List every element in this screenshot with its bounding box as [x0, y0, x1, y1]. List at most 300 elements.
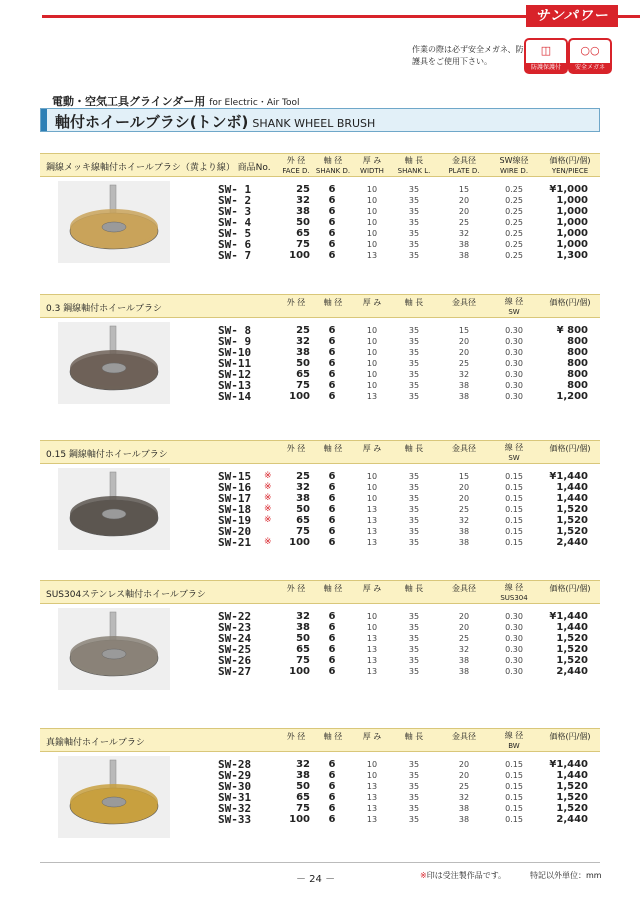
width-value: 10: [366, 760, 378, 769]
wire-diameter: 0.30: [505, 623, 523, 632]
face-diameter: 50: [296, 633, 310, 644]
shank-diameter: 6: [328, 537, 336, 548]
shank-diameter: 6: [328, 770, 336, 781]
shank-diameter: 6: [328, 622, 336, 633]
price-value: 1,440: [556, 482, 588, 493]
plate-diameter: 20: [458, 196, 470, 205]
face-diameter: 100: [289, 391, 310, 402]
shank-length: 35: [408, 527, 420, 536]
shank-diameter: 6: [328, 228, 336, 239]
column-header-shank: [314, 156, 352, 176]
category-jp: 電動・空気工具グラインダー用: [52, 95, 206, 108]
plate-diameter: 38: [458, 804, 470, 813]
wire-diameter: 0.30: [505, 634, 523, 643]
width-value: 13: [366, 634, 378, 643]
section-header: [40, 580, 600, 604]
column-header-price: [540, 584, 600, 594]
face-diameter: 32: [296, 195, 310, 206]
price-value: 800: [567, 336, 588, 347]
face-diameter: 38: [296, 347, 310, 358]
shank-diameter: 6: [328, 336, 336, 347]
section-header: [40, 294, 600, 318]
price-value: 1,520: [556, 655, 588, 666]
width-value: 13: [366, 527, 378, 536]
column-header-shank: [314, 584, 352, 594]
table-row: [40, 611, 600, 622]
column-header-sub: WIDTH: [360, 167, 384, 175]
wire-diameter: 0.30: [505, 645, 523, 654]
price-value: ¥1,440: [549, 611, 588, 622]
product-number: SW-27: [218, 665, 252, 678]
goggles-caption: 防護保護付: [526, 63, 566, 72]
price-value: 1,000: [556, 228, 588, 239]
price-value: 1,520: [556, 792, 588, 803]
column-header-label: 厚 み: [362, 444, 382, 453]
shank-length: 35: [408, 196, 420, 205]
title-accent: [41, 109, 47, 131]
wire-diameter: 0.25: [505, 196, 523, 205]
price-value: 1,000: [556, 206, 588, 217]
column-header-sub: SHANK L.: [397, 167, 431, 175]
price-value: 1,520: [556, 633, 588, 644]
face-diameter: 75: [296, 803, 310, 814]
plate-diameter: 25: [458, 359, 470, 368]
shank-length: 35: [408, 381, 420, 390]
product-number: SW-26: [218, 654, 252, 667]
wire-diameter: 0.30: [505, 667, 523, 676]
page-title-en: SHANK WHEEL BRUSH: [252, 117, 376, 130]
face-diameter: 25: [296, 325, 310, 336]
price-value: ¥1,000: [549, 184, 588, 195]
product-number: SW-18: [218, 503, 252, 516]
face-diameter: 65: [296, 228, 310, 239]
face-diameter: 50: [296, 781, 310, 792]
face-diameter: 50: [296, 217, 310, 228]
shank-diameter: 6: [328, 493, 336, 504]
made-to-order-mark: ※: [264, 482, 272, 492]
price-value: 1,300: [556, 250, 588, 261]
shank-diameter: 6: [328, 217, 336, 228]
shank-diameter: 6: [328, 814, 336, 825]
shank-length: 35: [408, 782, 420, 791]
product-number: SW- 3: [218, 205, 252, 218]
made-to-order-mark: ※: [264, 537, 272, 547]
table-row: [40, 493, 600, 504]
glasses-caption: 安全メガネ: [570, 63, 610, 72]
table-row: [40, 195, 600, 206]
product-number: SW-21: [218, 536, 252, 549]
plate-diameter: 32: [458, 516, 470, 525]
face-diameter: 32: [296, 336, 310, 347]
product-number: SW-16: [218, 481, 252, 494]
product-number: SW-24: [218, 632, 252, 645]
shank-diameter: 6: [328, 195, 336, 206]
plate-diameter: 15: [458, 185, 470, 194]
wire-diameter: 0.15: [505, 771, 523, 780]
shank-diameter: 6: [328, 325, 336, 336]
wire-diameter: 0.25: [505, 218, 523, 227]
face-diameter: 100: [289, 250, 310, 261]
shank-diameter: 6: [328, 504, 336, 515]
table-row: [40, 666, 600, 677]
width-value: 10: [366, 326, 378, 335]
price-value: 1,000: [556, 217, 588, 228]
price-value: 800: [567, 380, 588, 391]
wire-diameter: 0.25: [505, 251, 523, 260]
table-row: [40, 217, 600, 228]
category-en: for Electric・Air Tool: [209, 98, 300, 108]
width-value: 10: [366, 348, 378, 357]
wire-diameter: 0.30: [505, 381, 523, 390]
width-value: 10: [366, 472, 378, 481]
face-diameter: 75: [296, 655, 310, 666]
plate-diameter: 38: [458, 527, 470, 536]
width-value: 10: [366, 218, 378, 227]
table-row: [40, 781, 600, 792]
table-row: [40, 515, 600, 526]
price-value: 800: [567, 347, 588, 358]
column-header-shankl: [396, 732, 432, 742]
plate-diameter: 20: [458, 494, 470, 503]
brand-logo: サンパワー: [526, 5, 618, 27]
price-value: 1,520: [556, 803, 588, 814]
face-diameter: 50: [296, 358, 310, 369]
shank-length: 35: [408, 793, 420, 802]
column-header-wire: [488, 443, 540, 463]
column-header-sub: BW: [508, 742, 520, 750]
table-row: [40, 325, 600, 336]
price-value: ¥1,440: [549, 759, 588, 770]
column-header-sub: PLATE D.: [448, 167, 480, 175]
table-row: [40, 206, 600, 217]
column-header-shank: [314, 444, 352, 454]
shank-length: 35: [408, 348, 420, 357]
column-header-label: 金具径: [452, 156, 476, 165]
wire-diameter: 0.30: [505, 612, 523, 621]
column-header-shank: [314, 298, 352, 308]
table-row: [40, 622, 600, 633]
column-header-label: 金具径: [452, 444, 476, 453]
width-value: 10: [366, 185, 378, 194]
plate-diameter: 38: [458, 251, 470, 260]
shank-length: 35: [408, 392, 420, 401]
table-row: [40, 644, 600, 655]
width-value: 13: [366, 538, 378, 547]
shank-diameter: 6: [328, 206, 336, 217]
column-header-label: 価格(円/個): [549, 444, 591, 453]
width-value: 13: [366, 804, 378, 813]
face-diameter: 38: [296, 622, 310, 633]
price-value: 2,440: [556, 814, 588, 825]
column-header-label: 価格(円/個): [549, 584, 591, 593]
shank-length: 35: [408, 326, 420, 335]
wire-diameter: 0.15: [505, 793, 523, 802]
width-value: 13: [366, 251, 378, 260]
product-number: SW- 6: [218, 238, 252, 251]
column-header-label: SW線径: [499, 156, 529, 165]
table-row: [40, 792, 600, 803]
column-header-label: 価格(円/個): [549, 732, 591, 741]
order-note: [420, 870, 506, 881]
shank-diameter: 6: [328, 792, 336, 803]
product-number: SW-10: [218, 346, 252, 359]
face-diameter: 100: [289, 537, 310, 548]
product-number: SW-14: [218, 390, 252, 403]
column-header-label: 軸 長: [404, 732, 424, 741]
category-heading: [52, 93, 300, 109]
column-header-width: [354, 732, 390, 742]
order-note-text: 印は受注製作品です。: [426, 871, 507, 880]
column-header-width: [354, 444, 390, 454]
table-row: [40, 239, 600, 250]
price-value: 800: [567, 369, 588, 380]
table-row: [40, 250, 600, 261]
wire-diameter: 0.15: [505, 505, 523, 514]
shank-diameter: 6: [328, 358, 336, 369]
shank-length: 35: [408, 240, 420, 249]
wire-diameter: 0.30: [505, 326, 523, 335]
column-header-shankl: [396, 156, 432, 176]
column-header-label: 厚 み: [362, 584, 382, 593]
product-number: SW- 7: [218, 249, 252, 262]
table-row: [40, 803, 600, 814]
face-diameter: 75: [296, 380, 310, 391]
face-diameter: 100: [289, 666, 310, 677]
wire-diameter: 0.15: [505, 494, 523, 503]
face-diameter: 75: [296, 526, 310, 537]
section-title: 真鍮軸付ホイールブラシ: [46, 738, 145, 748]
table-row: [40, 814, 600, 825]
shank-length: 35: [408, 494, 420, 503]
column-header-sub: YEN/PIECE: [551, 167, 589, 175]
face-diameter: 65: [296, 644, 310, 655]
product-number: SW-15: [218, 470, 252, 483]
top-bar: [0, 0, 640, 30]
column-header-label: 軸 径: [323, 732, 343, 741]
product-section: [40, 294, 600, 403]
width-value: 10: [366, 494, 378, 503]
shank-length: 35: [408, 337, 420, 346]
column-header-plate: [442, 298, 486, 308]
column-header-plate: [442, 584, 486, 594]
width-value: 10: [366, 196, 378, 205]
made-to-order-mark: ※: [264, 515, 272, 525]
column-header-wire: [488, 583, 540, 603]
table-row: [40, 504, 600, 515]
plate-diameter: 25: [458, 634, 470, 643]
column-header-label: 外 径: [286, 732, 306, 741]
plate-diameter: 20: [458, 760, 470, 769]
width-value: 10: [366, 771, 378, 780]
product-number: SW-19: [218, 514, 252, 527]
face-diameter: 32: [296, 759, 310, 770]
wire-diameter: 0.30: [505, 348, 523, 357]
column-header-label: 外 径: [286, 584, 306, 593]
section-title: 鋼線メッキ線軸付ホイールブラシ（黄より線） 商品No.: [46, 163, 271, 173]
shank-diameter: 6: [328, 644, 336, 655]
column-header-sub: SW: [508, 454, 520, 462]
column-header-label: 厚 み: [362, 156, 382, 165]
column-header-label: 軸 径: [323, 298, 343, 307]
table-row: [40, 471, 600, 482]
shank-diameter: 6: [328, 803, 336, 814]
shank-diameter: 6: [328, 526, 336, 537]
shank-diameter: 6: [328, 611, 336, 622]
price-value: 1,520: [556, 526, 588, 537]
wire-diameter: 0.30: [505, 656, 523, 665]
wire-diameter: 0.30: [505, 337, 523, 346]
plate-diameter: 20: [458, 623, 470, 632]
column-header-plate: [442, 156, 486, 176]
shank-length: 35: [408, 634, 420, 643]
plate-diameter: 20: [458, 612, 470, 621]
shank-length: 35: [408, 815, 420, 824]
section-header: [40, 153, 600, 177]
plate-diameter: 25: [458, 218, 470, 227]
product-section: [40, 580, 600, 678]
shank-length: 35: [408, 229, 420, 238]
wire-diameter: 0.15: [505, 527, 523, 536]
product-number: SW- 4: [218, 216, 252, 229]
plate-diameter: 38: [458, 240, 470, 249]
product-number: SW-17: [218, 492, 252, 505]
price-value: ¥ 800: [556, 325, 588, 336]
price-value: 1,000: [556, 239, 588, 250]
width-value: 10: [366, 623, 378, 632]
column-header-label: 外 径: [286, 444, 306, 453]
face-diameter: 50: [296, 504, 310, 515]
shank-length: 35: [408, 516, 420, 525]
product-number: SW-11: [218, 357, 252, 370]
price-value: 800: [567, 358, 588, 369]
price-value: 2,440: [556, 537, 588, 548]
product-number: SW- 5: [218, 227, 252, 240]
face-diameter: 25: [296, 184, 310, 195]
safety-note: 作業の際は必ず安全メガネ、防護具をご使用下さい。: [412, 45, 524, 66]
wire-diameter: 0.15: [505, 483, 523, 492]
width-value: 10: [366, 337, 378, 346]
width-value: 13: [366, 516, 378, 525]
product-number: SW-20: [218, 525, 252, 538]
price-value: 1,440: [556, 493, 588, 504]
section-title: 0.3 鋼線軸付ホイールブラシ: [46, 304, 162, 314]
table-row: [40, 347, 600, 358]
wire-diameter: 0.15: [505, 472, 523, 481]
shank-diameter: 6: [328, 380, 336, 391]
width-value: 10: [366, 370, 378, 379]
made-to-order-mark: ※: [264, 504, 272, 514]
page-title-jp: 軸付ホイールブラシ(トンボ): [55, 113, 249, 131]
column-header-wire: [488, 731, 540, 751]
section-title: SUS304ステンレス軸付ホイールブラシ: [46, 590, 206, 600]
table-row: [40, 391, 600, 402]
column-header-wire: [488, 297, 540, 317]
price-value: 1,520: [556, 504, 588, 515]
product-number: SW- 1: [218, 183, 252, 196]
price-value: ¥1,440: [549, 471, 588, 482]
table-row: [40, 228, 600, 239]
face-diameter: 32: [296, 611, 310, 622]
column-header-label: 金具径: [452, 584, 476, 593]
column-header-label: 線 径: [504, 297, 524, 306]
column-header-label: 軸 径: [323, 156, 343, 165]
plate-diameter: 38: [458, 667, 470, 676]
price-value: 1,000: [556, 195, 588, 206]
plate-diameter: 38: [458, 538, 470, 547]
shank-length: 35: [408, 538, 420, 547]
column-header-price: [540, 444, 600, 454]
table-row: [40, 770, 600, 781]
column-header-label: 厚 み: [362, 298, 382, 307]
made-to-order-mark: ※: [264, 493, 272, 503]
wire-diameter: 0.15: [505, 760, 523, 769]
product-number: SW-23: [218, 621, 252, 634]
plate-diameter: 15: [458, 472, 470, 481]
product-number: SW- 8: [218, 324, 252, 337]
product-number: SW-29: [218, 769, 252, 782]
price-value: 1,520: [556, 515, 588, 526]
shank-diameter: 6: [328, 633, 336, 644]
column-header-label: 金具径: [452, 298, 476, 307]
plate-diameter: 25: [458, 505, 470, 514]
shank-diameter: 6: [328, 482, 336, 493]
shank-length: 35: [408, 251, 420, 260]
wire-diameter: 0.30: [505, 359, 523, 368]
table-row: [40, 526, 600, 537]
column-header-face: [276, 298, 316, 308]
shank-length: 35: [408, 370, 420, 379]
unit-note: 特記以外単位：mm: [530, 871, 602, 880]
wire-diameter: 0.15: [505, 815, 523, 824]
column-header-price: [540, 298, 600, 308]
wire-diameter: 0.25: [505, 185, 523, 194]
width-value: 13: [366, 782, 378, 791]
wire-diameter: 0.30: [505, 370, 523, 379]
shank-length: 35: [408, 612, 420, 621]
width-value: 10: [366, 359, 378, 368]
column-header-shankl: [396, 584, 432, 594]
wire-diameter: 0.15: [505, 538, 523, 547]
section-header: [40, 728, 600, 752]
column-header-label: 軸 径: [323, 444, 343, 453]
shank-diameter: 6: [328, 666, 336, 677]
column-header-face: [276, 584, 316, 594]
price-value: 1,440: [556, 622, 588, 633]
column-header-label: 軸 長: [404, 156, 424, 165]
plate-diameter: 32: [458, 229, 470, 238]
wire-diameter: 0.25: [505, 207, 523, 216]
page-title: [55, 111, 375, 132]
column-header-face: [276, 156, 316, 176]
plate-diameter: 38: [458, 392, 470, 401]
plate-diameter: 38: [458, 656, 470, 665]
product-number: SW-28: [218, 758, 252, 771]
shank-diameter: 6: [328, 184, 336, 195]
table-row: [40, 537, 600, 548]
width-value: 10: [366, 207, 378, 216]
column-header-shankl: [396, 298, 432, 308]
width-value: 13: [366, 656, 378, 665]
column-header-width: [354, 156, 390, 176]
table-row: [40, 655, 600, 666]
shank-length: 35: [408, 207, 420, 216]
column-header-shank: [314, 732, 352, 742]
shank-diameter: 6: [328, 239, 336, 250]
plate-diameter: 38: [458, 815, 470, 824]
shank-diameter: 6: [328, 471, 336, 482]
section-header: [40, 440, 600, 464]
wire-diameter: 0.15: [505, 516, 523, 525]
